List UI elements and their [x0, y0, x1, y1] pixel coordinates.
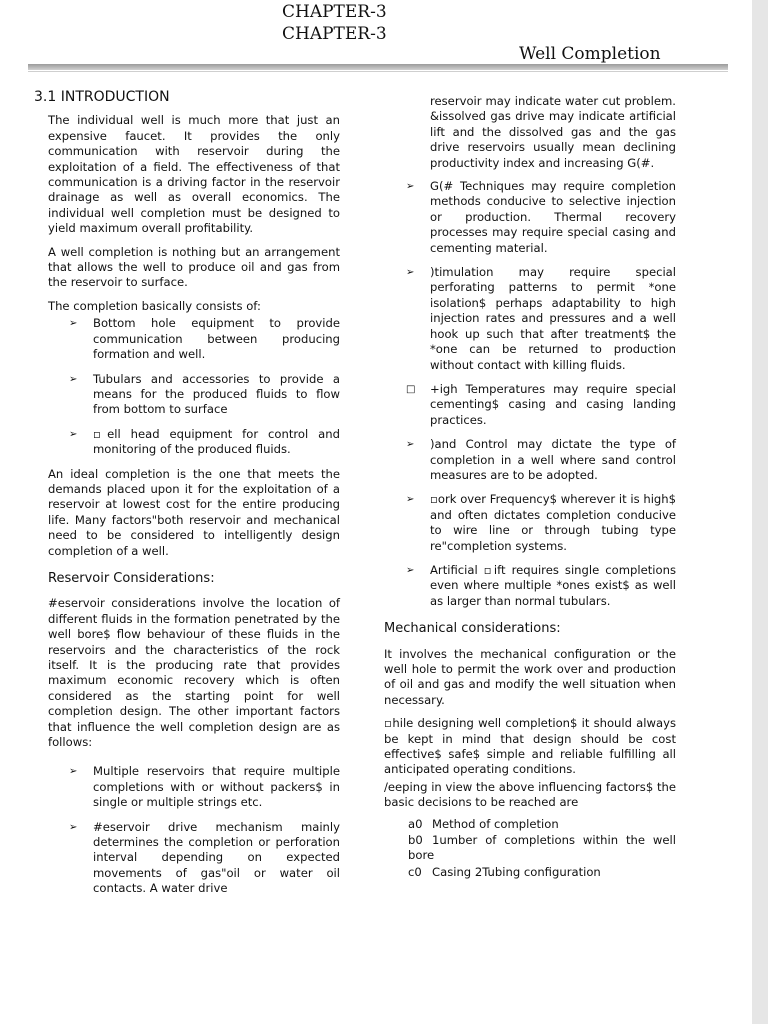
intro-paragraph: The individual well is much more that just an expensive faucet. It provides the only communication with reservoir during the exploitation of a field. The effectiveness of that communication is a driving factor in the reservoir drainage as well as overall economics. The individual well completion must be designed to yield maximum overall profitability. — [48, 113, 340, 236]
definition-paragraph: A well completion is nothing but an arrangement that allows the well to produce oil and gas from the reservoir to surface. — [48, 244, 340, 290]
square-bullet-icon: □ — [406, 383, 416, 395]
chapter-heading: CHAPTER-3 — [282, 2, 387, 22]
list-item-text: +igh Temperatures may require special cementing$ casing and casing landing practices. — [430, 381, 676, 427]
list-item-text: Casing 2Tubing configuration — [432, 864, 601, 879]
list-item-text: Artificial ▫ift requires single completions even where multiple *ones exist$ as well as larger than normal tubulars. — [430, 562, 676, 608]
right-column — [384, 94, 676, 881]
arrow-bullet-icon: ➢ — [69, 821, 78, 833]
decisions-list — [408, 817, 676, 881]
list-item — [406, 492, 676, 554]
arrow-bullet-icon: ➢ — [406, 564, 415, 576]
arrow-bullet-icon: ➢ — [406, 494, 415, 506]
arrow-bullet-icon: ➢ — [69, 318, 78, 330]
section-heading: 3.1 INTRODUCTION — [34, 89, 170, 105]
list-item-text: Bottom hole equipment to provide communication between producing formation and well. — [93, 316, 340, 362]
list-item — [406, 437, 676, 483]
list-marker: a0 — [408, 816, 423, 831]
reservoir-considerations-heading: Reservoir Considerations: — [48, 570, 215, 586]
header-rule-shadow — [28, 71, 728, 72]
list-item — [408, 833, 676, 864]
list-item-text: )and Control may dictate the type of completion in a well where sand control measures are to be adopted. — [430, 437, 676, 482]
list-item — [69, 764, 340, 810]
consists-intro: The completion basically consists of: — [48, 298, 261, 313]
list-item-text: 1umber of completions within the well bore — [408, 833, 676, 863]
list-item-text: G(# Techniques may require completion methods conducive to selective injection or production. Thermal recovery processes may require special casing and cementing material. — [430, 179, 676, 255]
header-rule — [28, 64, 728, 70]
drive-continuation-paragraph: reservoir may indicate water cut problem. &issolved gas drive may indicate artificial lift and the dissolved gas and the gas drive reservoirs usually mean declining productivity index and increasing G(#. — [430, 94, 676, 170]
mechanical-paragraph: It involves the mechanical configuration or the well hole to permit the work over and production of oil and gas and modify the well situation when necessary. — [384, 646, 676, 707]
design-paragraph: ▫hile designing well completion$ it should always be kept in mind that design should be cost effective$ safe$ simple and reliable fulfilling all anticipated operating conditions. — [384, 716, 676, 777]
list-item — [408, 865, 676, 880]
list-item-text: Tubulars and accessories to provide a means for the produced fluids to flow from bottom to surface — [93, 371, 340, 417]
arrow-bullet-icon: ➢ — [406, 181, 415, 193]
left-column — [34, 89, 340, 906]
list-marker: c0 — [408, 864, 422, 879]
consists-list — [69, 316, 340, 457]
list-item — [406, 381, 676, 428]
list-item — [69, 316, 340, 362]
list-item-text: #eservoir drive mechanism mainly determines the completion or perforation interval depending on expected movements of gas"oil or water oil contacts. A water drive — [93, 819, 340, 896]
arrow-bullet-icon: ➢ — [69, 428, 78, 440]
list-item-text: )timulation may require special perforating patterns to permit *one isolation$ perhaps adaptability to high injection rates and pressures and a well hook up such that after treatment$ the *one can be returned to production without contact with killing fluids. — [430, 265, 676, 372]
arrow-bullet-icon: ➢ — [406, 267, 415, 279]
reservoir-paragraph: #eservoir considerations involve the location of different fluids in the formation penetrated by the well bore$ flow behaviour of these fluids in the reservoirs and the characteristics of the rock itself. It is the producing rate that provides maximum economic recovery which is often considered as the starting point for well completion design. The other important factors that influence the well completion design are as follows: — [48, 596, 340, 750]
list-item-text: ▫ell head equipment for control and monitoring of the produced fluids. — [93, 426, 340, 457]
list-item-text: Method of completion — [432, 816, 559, 831]
list-item — [408, 817, 676, 832]
arrow-bullet-icon: ➢ — [69, 766, 78, 778]
viewer-gutter — [752, 0, 768, 1024]
chapter-heading-duplicate: CHAPTER-3 — [282, 24, 387, 44]
list-item — [69, 819, 340, 897]
influencing-factors-list — [406, 179, 676, 609]
running-title: Well Completion — [519, 44, 661, 64]
factors-list — [69, 764, 340, 896]
arrow-bullet-icon: ➢ — [406, 439, 415, 451]
arrow-bullet-icon: ➢ — [69, 373, 78, 385]
list-item — [406, 179, 676, 256]
list-item — [406, 562, 676, 609]
decisions-intro: /eeping in view the above influencing factors$ the basic decisions to be reached are — [384, 779, 676, 810]
ideal-completion-paragraph: An ideal completion is the one that meets the demands placed upon it for the exploitation of a reservoir at lowest cost for the entire producing life. Many factors"both reservoir and mechanical need to be considered to intelligently design completion of a well. — [48, 466, 340, 558]
list-item — [69, 371, 340, 418]
list-item-text: ▫ork over Frequency$ wherever it is high$ and often dictates completion conducive to wire line or through tubing type re"completion systems. — [430, 492, 676, 553]
mechanical-considerations-heading: Mechanical considerations: — [384, 621, 561, 637]
list-item-text: Multiple reservoirs that require multiple completions with or without packers$ in single or multiple strings etc. — [93, 764, 340, 810]
list-marker: b0 — [408, 833, 423, 848]
list-item — [69, 426, 340, 458]
list-item — [406, 265, 676, 373]
